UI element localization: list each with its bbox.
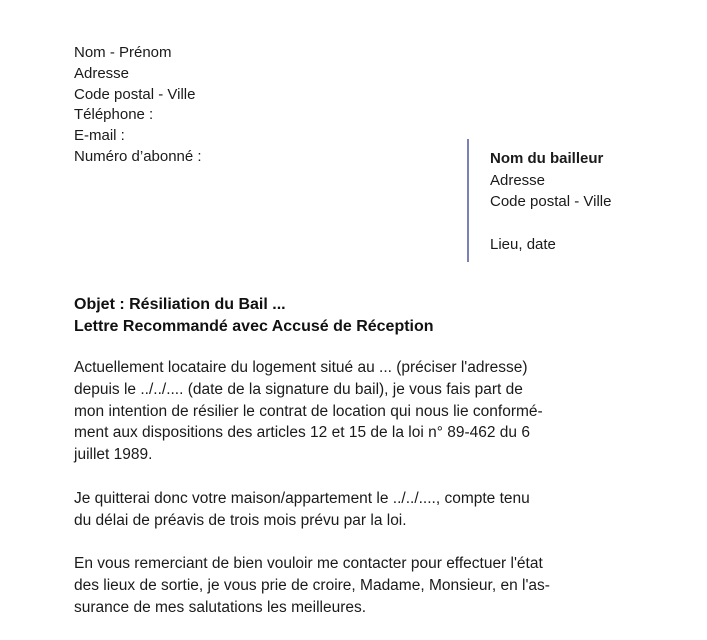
sender-block xyxy=(74,43,202,168)
recipient-postal-city: Code postal - Ville xyxy=(490,193,612,210)
sender-postal-city: Code postal - Ville xyxy=(74,85,196,103)
sender-subscriber-number: Numéro d’abonné : xyxy=(74,147,202,165)
sender-address: Adresse xyxy=(74,64,130,82)
paragraph-line: mon intention de résilier le contrat de location qui nous lie conformé- xyxy=(74,402,543,420)
subject-title: Objet : Résiliation du Bail ... xyxy=(74,296,286,313)
paragraph-intent xyxy=(74,357,550,466)
subject-block xyxy=(74,294,434,338)
paragraph-line: surance de mes salutations les meilleures. xyxy=(74,598,367,616)
place-date: Lieu, date xyxy=(490,236,556,253)
sender-name: Nom - Prénom xyxy=(74,44,172,61)
recipient-block xyxy=(490,148,611,256)
paragraph-line: du délai de préavis de trois mois prévu par la loi. xyxy=(74,511,407,529)
sender-phone: Téléphone : xyxy=(74,106,154,124)
paragraph-line: Actuellement locataire du logement situé au ... (préciser l'adresse) xyxy=(74,359,528,376)
paragraph-line: Je quitterai donc votre maison/appartement le ../../...., compte tenu xyxy=(74,489,530,507)
vertical-divider xyxy=(467,139,469,262)
paragraph-line: ment aux dispositions des articles 12 et 15 de la loi n° 89-462 du 6 xyxy=(74,424,530,442)
subject-delivery-mode: Lettre Recommandé avec Accusé de Réception xyxy=(74,318,434,335)
letter-body xyxy=(74,357,550,640)
sender-email: E-mail : xyxy=(74,127,125,145)
paragraph-line: des lieux de sortie, je vous prie de croire, Madame, Monsieur, en l'as- xyxy=(74,576,550,594)
paragraph-notice xyxy=(74,488,550,532)
recipient-address: Adresse xyxy=(490,171,546,189)
paragraph-line: depuis le ../../.... (date de la signature du bail), je vous fais part de xyxy=(74,380,523,398)
paragraph-line: En vous remerciant de bien vouloir me contacter pour effectuer l'état xyxy=(74,555,543,573)
paragraph-line: juillet 1989. xyxy=(74,446,153,464)
paragraph-closing xyxy=(74,553,550,618)
recipient-name: Nom du bailleur xyxy=(490,150,604,167)
